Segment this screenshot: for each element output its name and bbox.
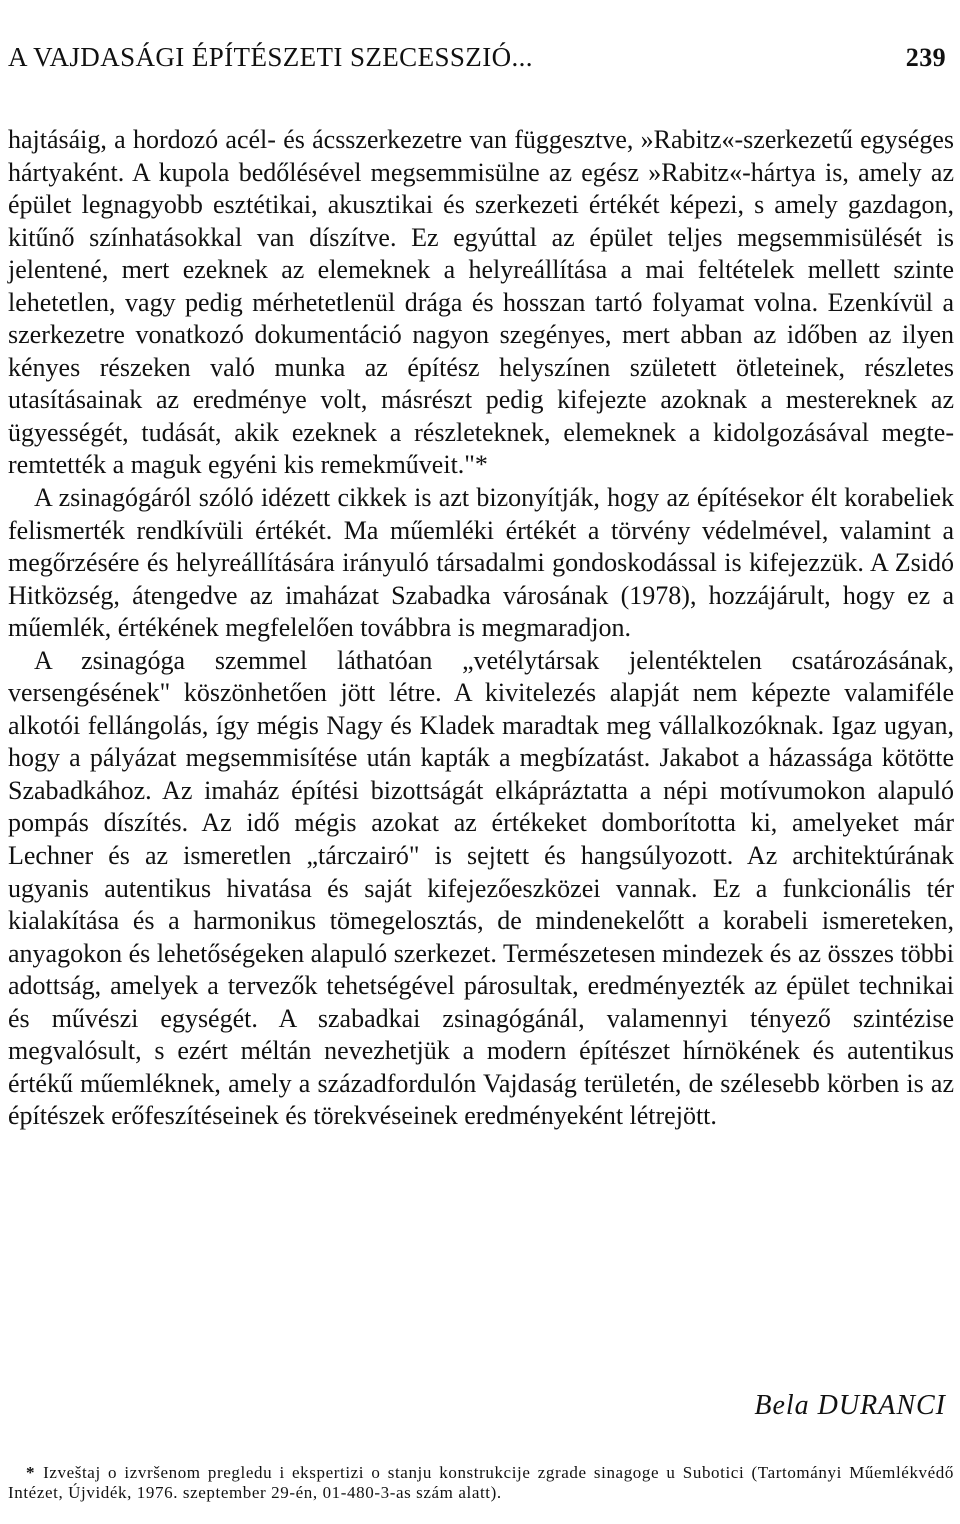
paragraph: A zsinagógáról szóló idézett cikkek is azt bizonyítják, hogy az építésekor élt korabeliek felismerték rendkívüli értékét. Ma műemléki értékét a törvény védelmével, valamint a megőrzésére és helyreállítására irányuló társadalmi gondoskodással is kifejezzük. A Zsidó Hitközség, átengedve az imaházat Szabadka városának (1978), hozzájárult, hogy ez a műemlék, értékének megfelelően továbbra is megmaradjon. bbox=[8, 483, 954, 643]
footnote-marker: * bbox=[26, 1463, 36, 1482]
article-body bbox=[8, 124, 954, 1133]
page-number: 239 bbox=[905, 43, 946, 72]
running-title: A VAJDASÁGI ÉPÍTÉSZETI SZECESSZIÓ... bbox=[8, 42, 533, 72]
running-head bbox=[8, 42, 946, 73]
footnote bbox=[8, 1463, 954, 1502]
footnote-text: Izveštaj o izvršenom pregledu i ekspertizi o stanju konstrukcije zgrade sinagoge u Subotici (Tartományi Műemlékvédő Intézet, Újvidék, 1976. szeptember 29-én, 01-480-3-as szám alatt). bbox=[8, 1463, 954, 1502]
paragraph-continued: hajtásáig, a hordozó acél- és ácsszerkezetre van függesztve, »Rabitz«-szerkezetű egységes hártyaként. A kupola bedőlésével megsemmisülne az egész »Rabitz«-hártya is, amely az épület legnagyobb esztétikai, akusztikai és szerkezeti értékét képezi, s amely gazdagon, kitűnő színhatásokkal van díszítve. Ez egyúttal az épület teljes megsemmisülését is jelentené, mert ezeknek az elemeknek a helyreállítása a mai feltételek mellett szinte lehetetlen, vagy pedig mérhetetlenül drága és hosszan tartó folyamat volna. Ezenkívül a szerkezetre vonatkozó dokumentáció nagyon szegényes, mert abban az időben az ilyen kényes részeken való munka az építész helyszínen született ötleteinek, részletes utasításainak az eredménye volt, másrészt pedig kifejezte azoknak a mestereknek az ügyességét, tudását, akik ezeknek a részleteknek, elemeknek a kidolgozásával megteremtették a maguk egyéni kis remekműveit."* bbox=[8, 125, 954, 480]
paragraph: A zsinagóga szemmel láthatóan „vetélytársak jelentéktelen csatározásának, versengésének" köszönhetően jött létre. A kivitelezés alapját nem képezte valamiféle alkotói fellángolás, így mégis Nagy és Kladek maradtak meg vállalkozóknak. Igaz ugyan, hogy a pályázat megsemmisítése után kapták a megbízatást. Jakabot a házassága kötötte Szabadkához. Az imaház építési bizottságát elkápráztatta a népi motívumokon alapuló pompás díszítés. Az idő mégis azokat az értékeket domborította ki, amelyeket már Lechner és az ismeretlen „tárczairó" is sejtett és hangsúlyozott. Az architektúrának ugyanis autentikus hivatása és saját kifejezőeszközei vannak. Ez a funkcionális tér kialakítása és a harmonikus tömegelosztás, de mindenekelőtt a korabeli ismereteken, anyagokon és lehetőségeken alapuló szerkezet. Természetesen mindezek és az összes többi adottság, amelyek a tervezők tehetségével párosultak, eredményezték az épület technikai és művészi egységét. A szabadkai zsinagógánál, valamennyi tényező szintézise megvalósult, s ezért méltán nevezhetjük a modern építészet hírnökének és autentikus értékű műemléknek, amely a századfordulón Vajdaság területén, de szélesebb körben is az építészek erőfeszítéseinek és törekvéseinek eredményeként létrejött. bbox=[8, 645, 954, 1131]
author-signature: Bela DURANCI bbox=[754, 1390, 946, 1421]
